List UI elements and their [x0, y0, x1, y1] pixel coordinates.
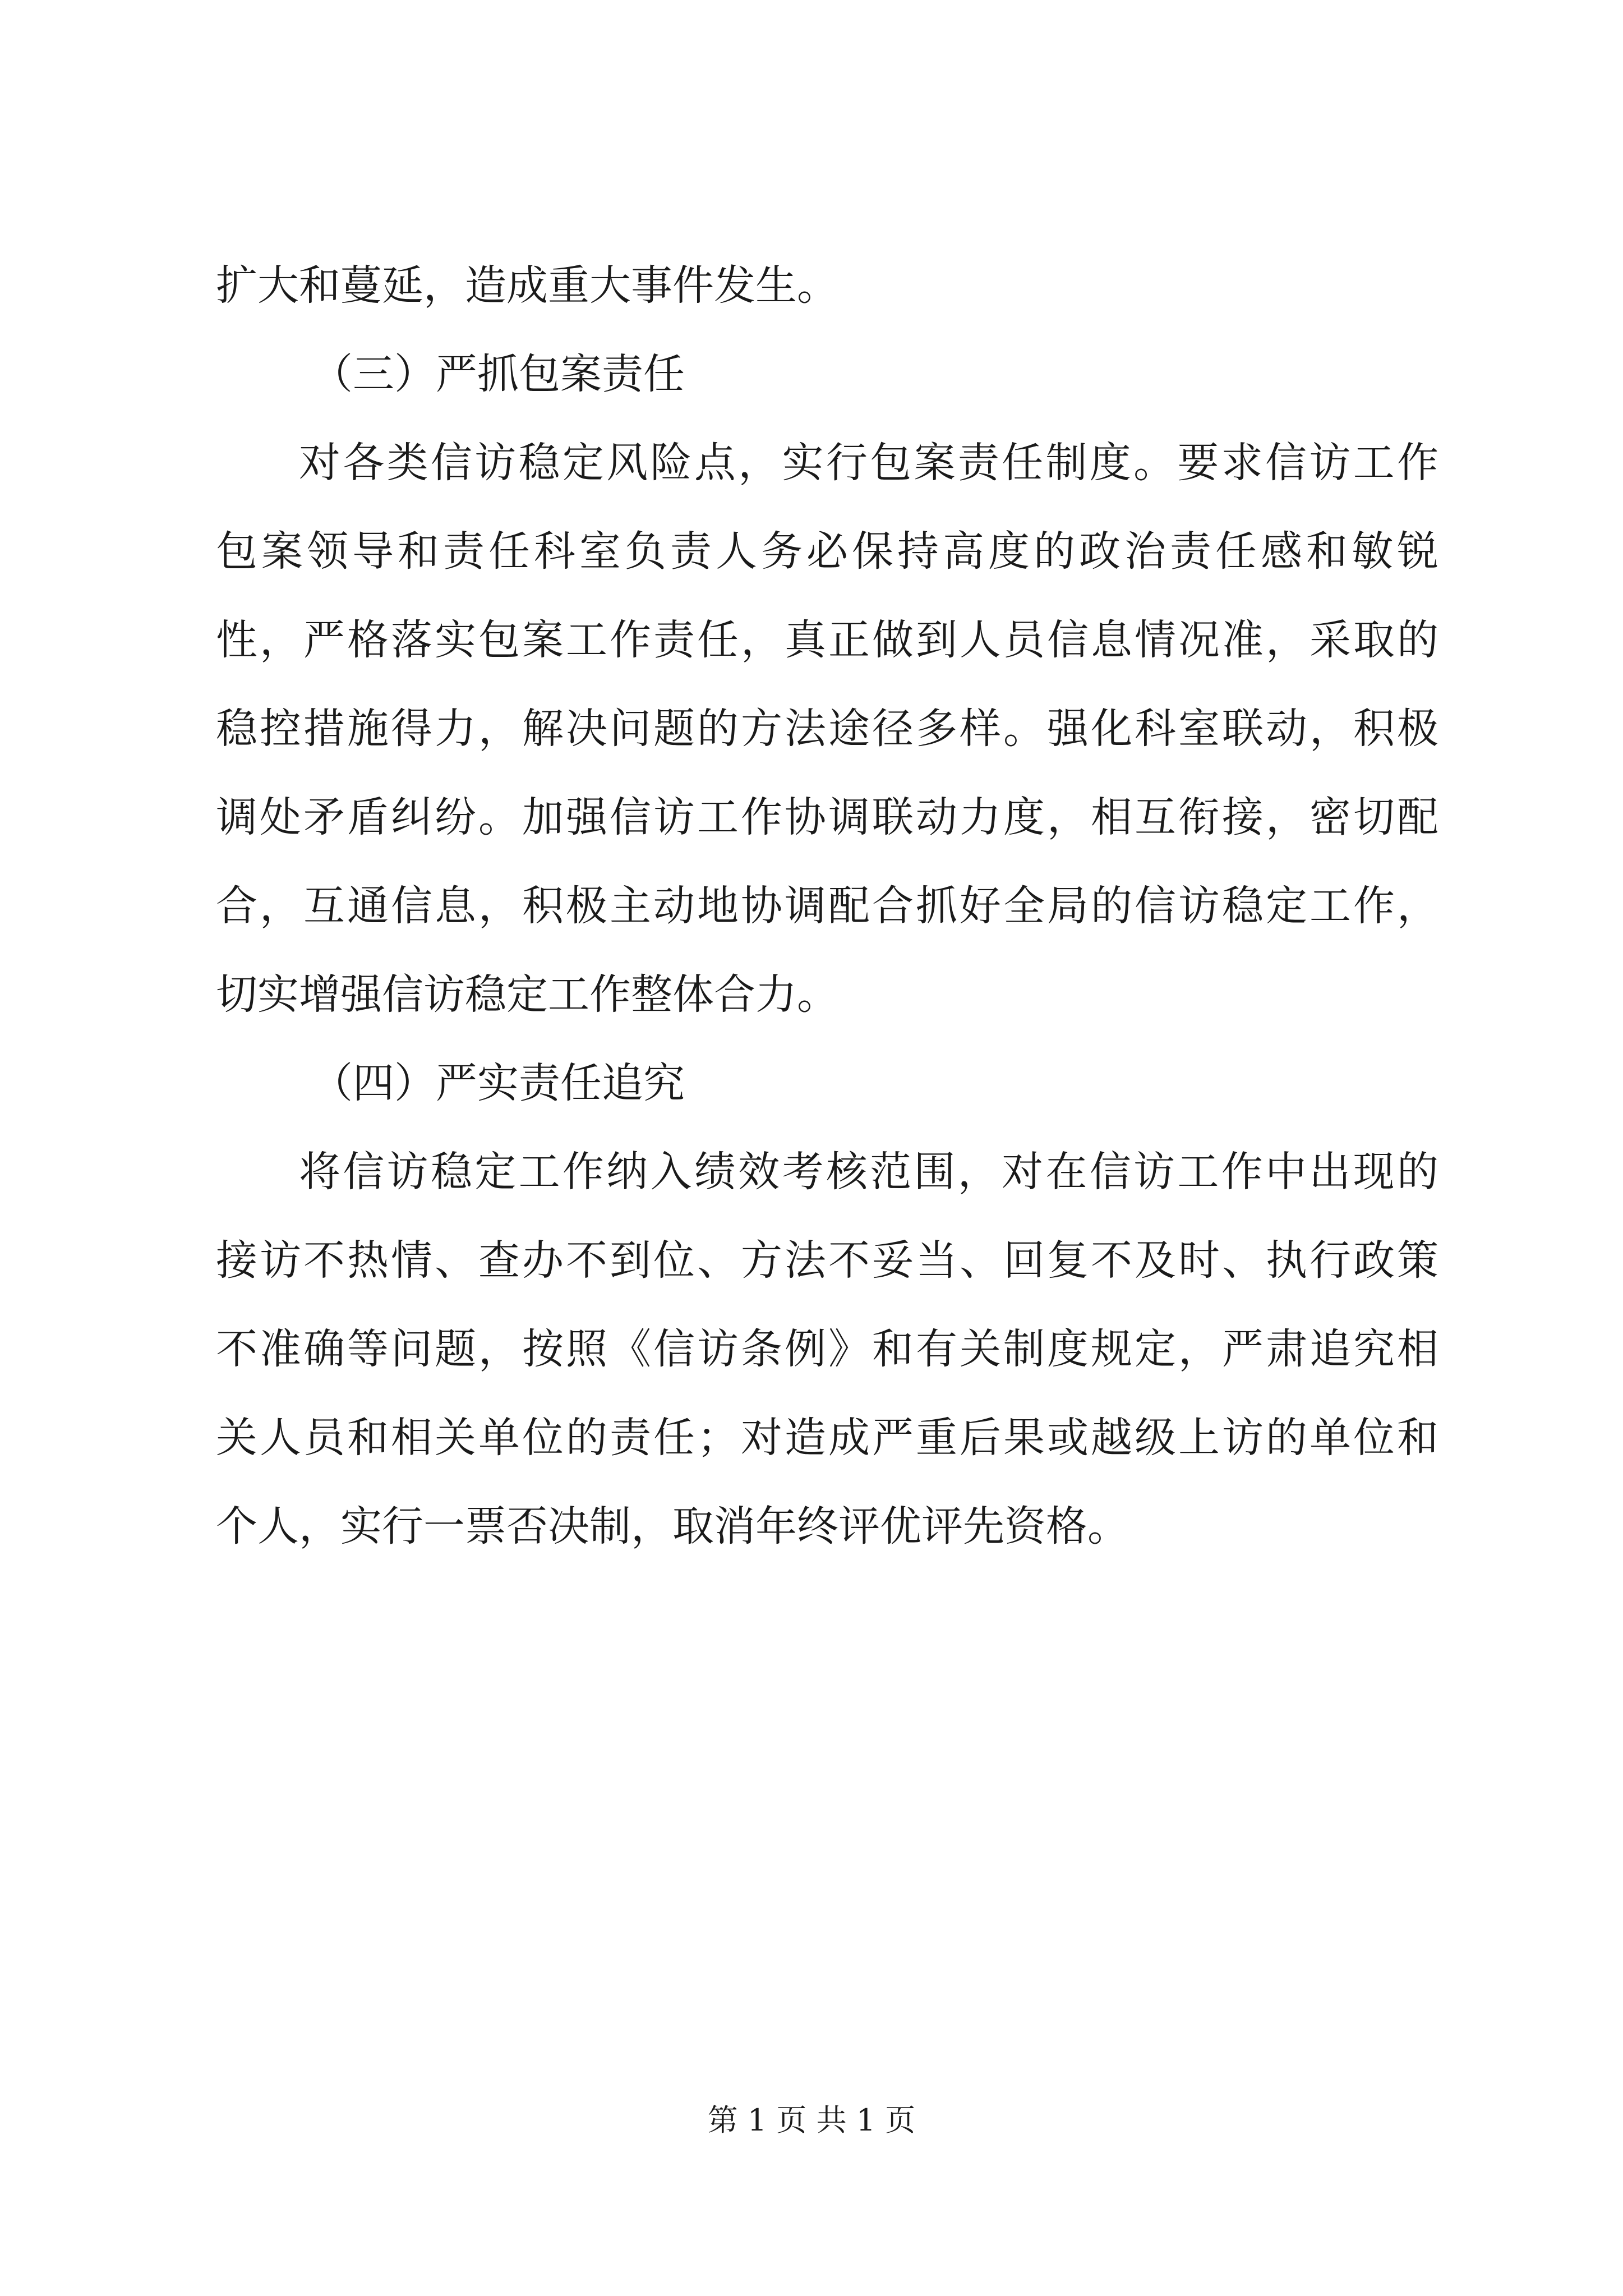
paragraph-line: 合，互通信息，积极主动地协调配合抓好全局的信访稳定工作， [216, 882, 1438, 930]
paragraph-line: 关人员和相关单位的责任；对造成严重后果或越级上访的单位和 [216, 1414, 1438, 1462]
paragraph-line: 对各类信访稳定风险点，实行包案责任制度。要求信访工作 [299, 439, 1438, 487]
paragraph-line: 扩大和蔓延，造成重大事件发生。 [216, 261, 838, 310]
section-heading-4: （四）严实责任追究 [311, 1059, 685, 1107]
section-heading-3: （三）严抓包案责任 [311, 350, 685, 398]
paragraph-line: 稳控措施得力，解决问题的方法途径多样。强化科室联动，积极 [216, 705, 1438, 753]
paragraph-line: 个人，实行一票否决制，取消年终评优评先资格。 [216, 1502, 1129, 1550]
page-footer: 第 1 页 共 1 页 [707, 2102, 916, 2138]
paragraph-line: 调处矛盾纠纷。加强信访工作协调联动力度，相互衔接，密切配 [216, 793, 1438, 841]
paragraph-line: 包案领导和责任科室负责人务必保持高度的政治责任感和敏锐 [216, 527, 1438, 576]
paragraph-line: 切实增强信访稳定工作整体合力。 [216, 970, 838, 1019]
paragraph-line: 将信访稳定工作纳入绩效考核范围，对在信访工作中出现的 [299, 1148, 1438, 1196]
document-body [216, 241, 1438, 1571]
paragraph-line: 接访不热情、查办不到位、方法不妥当、回复不及时、执行政策 [216, 1236, 1438, 1285]
paragraph-line: 性，严格落实包案工作责任，真正做到人员信息情况准，采取的 [216, 616, 1438, 664]
paragraph-line: 不准确等问题，按照《信访条例》和有关制度规定，严肃追究相 [216, 1325, 1438, 1373]
